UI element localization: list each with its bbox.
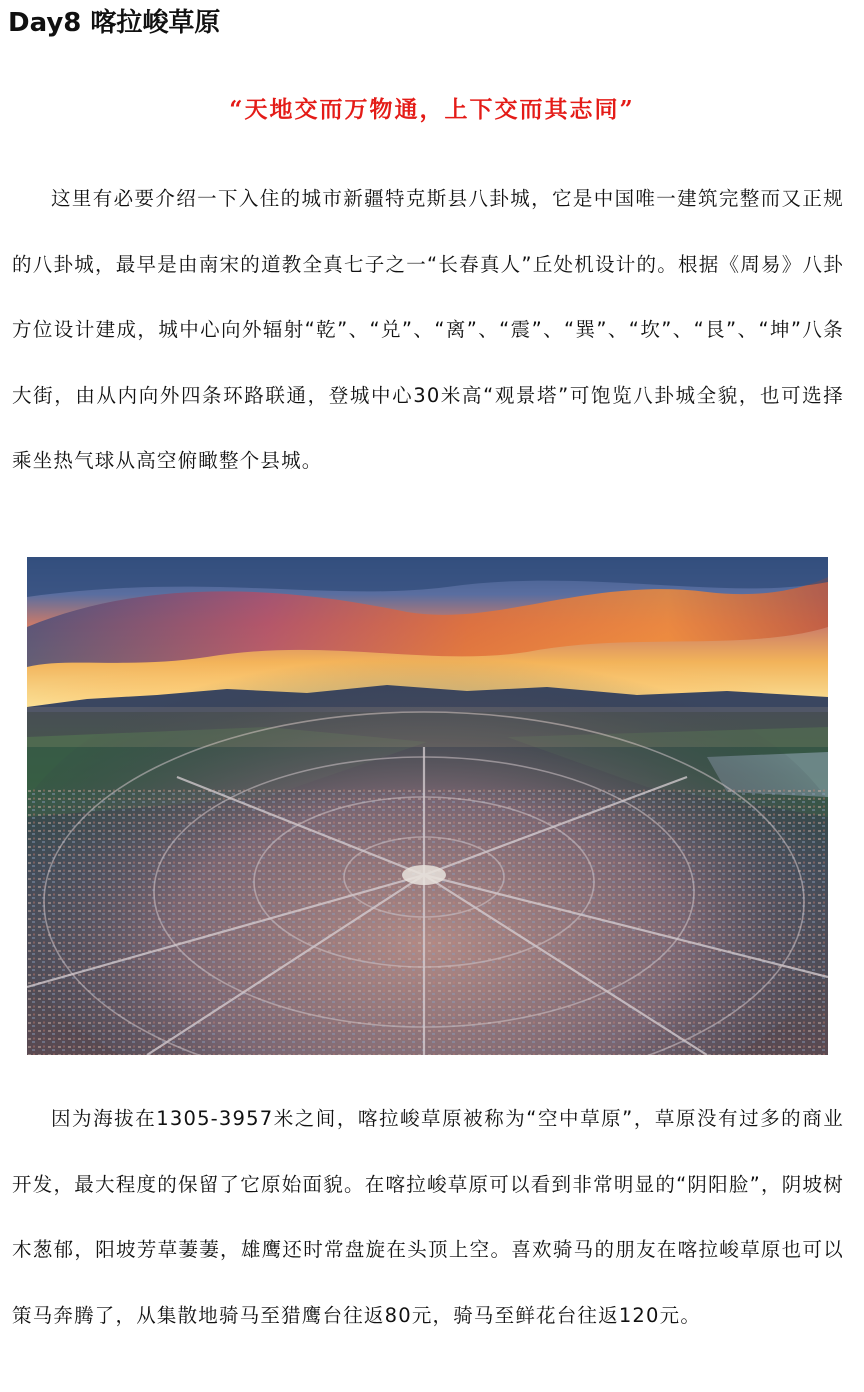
aerial-city-photo — [27, 557, 828, 1055]
grassland-paragraph: 因为海拔在1305-3957米之间，喀拉峻草原被称为“空中草原”，草原没有过多的商业开发，最大程度的保留了它原始面貌。在喀拉峻草原可以看到非常明显的“阴阳脸”，阴坡树木葱郁，阳坡芳草萋萋，雄鹰还时常盘旋在头顶上空。喜欢骑马的朋友在喀拉峻草原也可以策马奔腾了，从集散地骑马至猎鹰台往返80元，骑马至鲜花台往返120元。 — [12, 1107, 844, 1327]
intro-paragraph: 这里有必要介绍一下入住的城市新疆特克斯县八卦城，它是中国唯一建筑完整而又正规的八卦城，最早是由南宋的道教全真七子之一“长春真人”丘处机设计的。根据《周易》八卦方位设计建成，城中心向外辐射“乾”、“兑”、“离”、“震”、“巽”、“坎”、“艮”、“坤”八条大街，由从内向外四条环路联通，登城中心30米高“观景塔”可饱览八卦城全貌，也可选择乘坐热气球从高空俯瞰整个县城。 — [12, 187, 844, 472]
day-title: Day8 喀拉峻草原 — [8, 8, 221, 38]
quote-line: “天地交而万物通，上下交而其志同” — [229, 96, 635, 123]
